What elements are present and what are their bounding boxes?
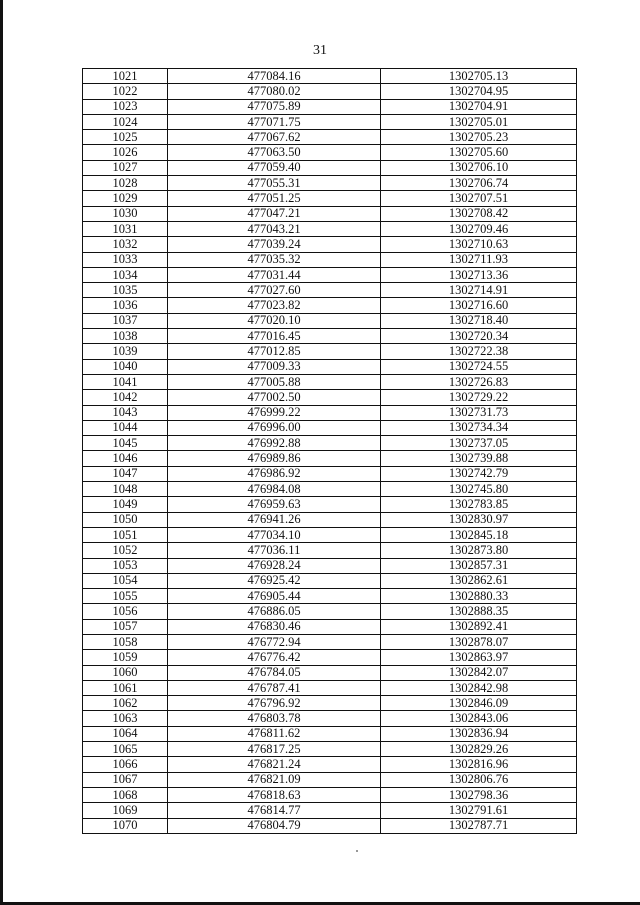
y-coordinate-cell: 1302718.40: [381, 313, 577, 328]
point-number-cell: 1069: [83, 803, 168, 818]
y-coordinate-cell: 1302704.95: [381, 84, 577, 99]
point-number-cell: 1066: [83, 757, 168, 772]
point-number-cell: 1062: [83, 696, 168, 711]
x-coordinate-cell: 477063.50: [168, 145, 381, 160]
x-coordinate-cell: 476772.94: [168, 634, 381, 649]
point-number-cell: 1039: [83, 344, 168, 359]
x-coordinate-cell: 477075.89: [168, 99, 381, 114]
point-number-cell: 1044: [83, 420, 168, 435]
table-row: [83, 711, 577, 726]
x-coordinate-cell: 476989.86: [168, 451, 381, 466]
point-number-cell: 1043: [83, 405, 168, 420]
y-coordinate-cell: 1302842.98: [381, 680, 577, 695]
table-row: [83, 145, 577, 160]
table-row: [83, 359, 577, 374]
x-coordinate-cell: 477071.75: [168, 114, 381, 129]
y-coordinate-cell: 1302878.07: [381, 634, 577, 649]
point-number-cell: 1045: [83, 436, 168, 451]
point-number-cell: 1025: [83, 130, 168, 145]
point-number-cell: 1055: [83, 589, 168, 604]
table-row: [83, 130, 577, 145]
y-coordinate-cell: 1302722.38: [381, 344, 577, 359]
point-number-cell: 1026: [83, 145, 168, 160]
point-number-cell: 1047: [83, 466, 168, 481]
x-coordinate-cell: 476984.08: [168, 482, 381, 497]
x-coordinate-cell: 476986.92: [168, 466, 381, 481]
point-number-cell: 1032: [83, 237, 168, 252]
y-coordinate-cell: 1302791.61: [381, 803, 577, 818]
point-number-cell: 1053: [83, 558, 168, 573]
table-row: [83, 374, 577, 389]
scan-speck: [356, 850, 358, 852]
table-row: [83, 680, 577, 695]
x-coordinate-cell: 476776.42: [168, 650, 381, 665]
point-number-cell: 1054: [83, 573, 168, 588]
table-row: [83, 757, 577, 772]
x-coordinate-cell: 477023.82: [168, 298, 381, 313]
table-row: [83, 313, 577, 328]
x-coordinate-cell: 477047.21: [168, 206, 381, 221]
table-row: [83, 99, 577, 114]
y-coordinate-cell: 1302720.34: [381, 329, 577, 344]
point-number-cell: 1049: [83, 497, 168, 512]
point-number-cell: 1028: [83, 176, 168, 191]
table-row: [83, 772, 577, 787]
table-row: [83, 267, 577, 282]
y-coordinate-cell: 1302705.23: [381, 130, 577, 145]
table-row: [83, 466, 577, 481]
x-coordinate-cell: 476796.92: [168, 696, 381, 711]
table-row: [83, 787, 577, 802]
y-coordinate-cell: 1302729.22: [381, 390, 577, 405]
table-row: [83, 283, 577, 298]
x-coordinate-cell: 476959.63: [168, 497, 381, 512]
x-coordinate-cell: 476814.77: [168, 803, 381, 818]
y-coordinate-cell: 1302737.05: [381, 436, 577, 451]
table-row: [83, 604, 577, 619]
x-coordinate-cell: 476830.46: [168, 619, 381, 634]
x-coordinate-cell: 477043.21: [168, 221, 381, 236]
y-coordinate-cell: 1302726.83: [381, 374, 577, 389]
y-coordinate-cell: 1302745.80: [381, 482, 577, 497]
table-row: [83, 650, 577, 665]
y-coordinate-cell: 1302705.13: [381, 69, 577, 84]
x-coordinate-cell: 476784.05: [168, 665, 381, 680]
x-coordinate-cell: 476886.05: [168, 604, 381, 619]
x-coordinate-cell: 476821.09: [168, 772, 381, 787]
point-number-cell: 1034: [83, 267, 168, 282]
y-coordinate-cell: 1302787.71: [381, 818, 577, 833]
y-coordinate-cell: 1302880.33: [381, 589, 577, 604]
x-coordinate-cell: 476821.24: [168, 757, 381, 772]
x-coordinate-cell: 477035.32: [168, 252, 381, 267]
point-number-cell: 1041: [83, 374, 168, 389]
y-coordinate-cell: 1302888.35: [381, 604, 577, 619]
point-number-cell: 1023: [83, 99, 168, 114]
x-coordinate-cell: 477067.62: [168, 130, 381, 145]
table-row: [83, 573, 577, 588]
point-number-cell: 1038: [83, 329, 168, 344]
y-coordinate-cell: 1302704.91: [381, 99, 577, 114]
table-row: [83, 206, 577, 221]
table-row: [83, 390, 577, 405]
table-row: [83, 696, 577, 711]
x-coordinate-cell: 477005.88: [168, 374, 381, 389]
y-coordinate-cell: 1302705.01: [381, 114, 577, 129]
table-row: [83, 69, 577, 84]
y-coordinate-cell: 1302710.63: [381, 237, 577, 252]
y-coordinate-cell: 1302829.26: [381, 742, 577, 757]
coordinates-table-body: [83, 69, 577, 834]
table-row: [83, 176, 577, 191]
point-number-cell: 1030: [83, 206, 168, 221]
page-left-border: [0, 0, 3, 905]
y-coordinate-cell: 1302706.10: [381, 160, 577, 175]
table-row: [83, 405, 577, 420]
table-row: [83, 803, 577, 818]
y-coordinate-cell: 1302734.34: [381, 420, 577, 435]
point-number-cell: 1048: [83, 482, 168, 497]
y-coordinate-cell: 1302714.91: [381, 283, 577, 298]
y-coordinate-cell: 1302713.36: [381, 267, 577, 282]
point-number-cell: 1063: [83, 711, 168, 726]
point-number-cell: 1067: [83, 772, 168, 787]
table-row: [83, 665, 577, 680]
x-coordinate-cell: 477009.33: [168, 359, 381, 374]
point-number-cell: 1058: [83, 634, 168, 649]
point-number-cell: 1027: [83, 160, 168, 175]
x-coordinate-cell: 476787.41: [168, 680, 381, 695]
x-coordinate-cell: 476811.62: [168, 726, 381, 741]
x-coordinate-cell: 476804.79: [168, 818, 381, 833]
x-coordinate-cell: 477027.60: [168, 283, 381, 298]
point-number-cell: 1033: [83, 252, 168, 267]
x-coordinate-cell: 477059.40: [168, 160, 381, 175]
x-coordinate-cell: 477055.31: [168, 176, 381, 191]
x-coordinate-cell: 476992.88: [168, 436, 381, 451]
table-row: [83, 114, 577, 129]
y-coordinate-cell: 1302816.96: [381, 757, 577, 772]
point-number-cell: 1056: [83, 604, 168, 619]
x-coordinate-cell: 477034.10: [168, 527, 381, 542]
table-row: [83, 589, 577, 604]
x-coordinate-cell: 476996.00: [168, 420, 381, 435]
y-coordinate-cell: 1302706.74: [381, 176, 577, 191]
x-coordinate-cell: 477012.85: [168, 344, 381, 359]
point-number-cell: 1037: [83, 313, 168, 328]
page-number: 31: [313, 43, 327, 58]
point-number-cell: 1065: [83, 742, 168, 757]
y-coordinate-cell: 1302846.09: [381, 696, 577, 711]
coordinates-table: [82, 68, 577, 834]
table-row: [83, 344, 577, 359]
x-coordinate-cell: 477084.16: [168, 69, 381, 84]
x-coordinate-cell: 477002.50: [168, 390, 381, 405]
table-row: [83, 420, 577, 435]
x-coordinate-cell: 477080.02: [168, 84, 381, 99]
x-coordinate-cell: 476925.42: [168, 573, 381, 588]
table-row: [83, 451, 577, 466]
table-row: [83, 543, 577, 558]
y-coordinate-cell: 1302836.94: [381, 726, 577, 741]
table-row: [83, 252, 577, 267]
x-coordinate-cell: 476803.78: [168, 711, 381, 726]
table-row: [83, 482, 577, 497]
y-coordinate-cell: 1302857.31: [381, 558, 577, 573]
point-number-cell: 1060: [83, 665, 168, 680]
y-coordinate-cell: 1302806.76: [381, 772, 577, 787]
y-coordinate-cell: 1302711.93: [381, 252, 577, 267]
point-number-cell: 1029: [83, 191, 168, 206]
x-coordinate-cell: 477016.45: [168, 329, 381, 344]
table-row: [83, 329, 577, 344]
point-number-cell: 1070: [83, 818, 168, 833]
point-number-cell: 1059: [83, 650, 168, 665]
table-row: [83, 512, 577, 527]
point-number-cell: 1035: [83, 283, 168, 298]
point-number-cell: 1021: [83, 69, 168, 84]
point-number-cell: 1064: [83, 726, 168, 741]
point-number-cell: 1051: [83, 527, 168, 542]
x-coordinate-cell: 477036.11: [168, 543, 381, 558]
point-number-cell: 1022: [83, 84, 168, 99]
point-number-cell: 1050: [83, 512, 168, 527]
table-row: [83, 160, 577, 175]
y-coordinate-cell: 1302709.46: [381, 221, 577, 236]
table-row: [83, 527, 577, 542]
point-number-cell: 1040: [83, 359, 168, 374]
point-number-cell: 1042: [83, 390, 168, 405]
table-row: [83, 237, 577, 252]
x-coordinate-cell: 477031.44: [168, 267, 381, 282]
y-coordinate-cell: 1302845.18: [381, 527, 577, 542]
point-number-cell: 1061: [83, 680, 168, 695]
table-row: [83, 221, 577, 236]
point-number-cell: 1068: [83, 787, 168, 802]
y-coordinate-cell: 1302742.79: [381, 466, 577, 481]
point-number-cell: 1031: [83, 221, 168, 236]
table-row: [83, 742, 577, 757]
point-number-cell: 1046: [83, 451, 168, 466]
y-coordinate-cell: 1302708.42: [381, 206, 577, 221]
y-coordinate-cell: 1302716.60: [381, 298, 577, 313]
y-coordinate-cell: 1302783.85: [381, 497, 577, 512]
x-coordinate-cell: 476999.22: [168, 405, 381, 420]
x-coordinate-cell: 477039.24: [168, 237, 381, 252]
table-row: [83, 558, 577, 573]
y-coordinate-cell: 1302830.97: [381, 512, 577, 527]
y-coordinate-cell: 1302798.36: [381, 787, 577, 802]
table-row: [83, 191, 577, 206]
table-row: [83, 436, 577, 451]
table-row: [83, 298, 577, 313]
table-row: [83, 634, 577, 649]
x-coordinate-cell: 476905.44: [168, 589, 381, 604]
table-row: [83, 497, 577, 512]
table-row: [83, 818, 577, 833]
y-coordinate-cell: 1302707.51: [381, 191, 577, 206]
y-coordinate-cell: 1302739.88: [381, 451, 577, 466]
x-coordinate-cell: 476928.24: [168, 558, 381, 573]
y-coordinate-cell: 1302862.61: [381, 573, 577, 588]
x-coordinate-cell: 477020.10: [168, 313, 381, 328]
y-coordinate-cell: 1302873.80: [381, 543, 577, 558]
point-number-cell: 1024: [83, 114, 168, 129]
x-coordinate-cell: 476818.63: [168, 787, 381, 802]
point-number-cell: 1052: [83, 543, 168, 558]
x-coordinate-cell: 477051.25: [168, 191, 381, 206]
y-coordinate-cell: 1302705.60: [381, 145, 577, 160]
x-coordinate-cell: 476941.26: [168, 512, 381, 527]
y-coordinate-cell: 1302843.06: [381, 711, 577, 726]
table-row: [83, 726, 577, 741]
table-row: [83, 619, 577, 634]
x-coordinate-cell: 476817.25: [168, 742, 381, 757]
table-row: [83, 84, 577, 99]
y-coordinate-cell: 1302731.73: [381, 405, 577, 420]
y-coordinate-cell: 1302892.41: [381, 619, 577, 634]
y-coordinate-cell: 1302863.97: [381, 650, 577, 665]
y-coordinate-cell: 1302842.07: [381, 665, 577, 680]
point-number-cell: 1057: [83, 619, 168, 634]
y-coordinate-cell: 1302724.55: [381, 359, 577, 374]
point-number-cell: 1036: [83, 298, 168, 313]
